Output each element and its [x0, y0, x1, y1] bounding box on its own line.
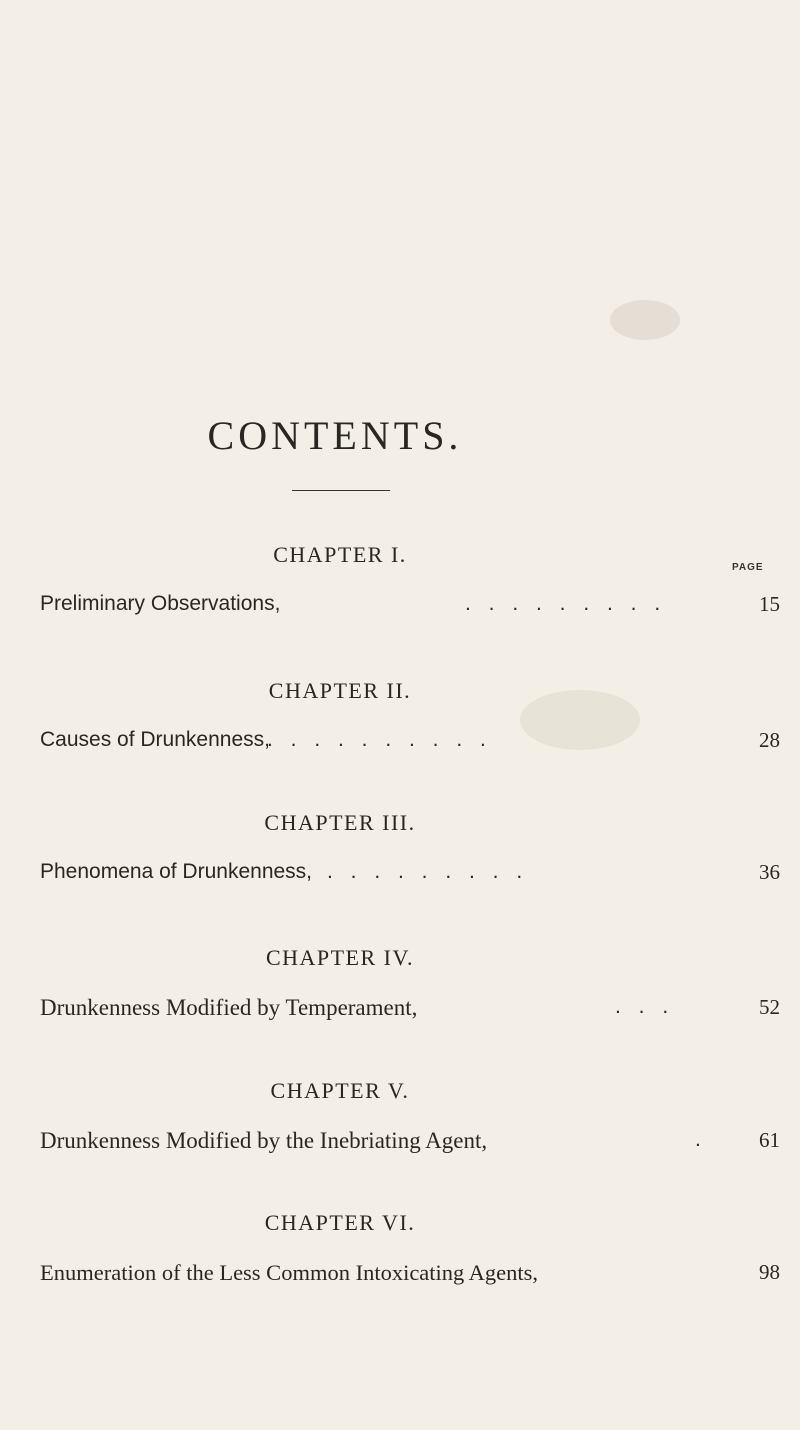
entry-title-4: Drunkenness Modified by Temperament, [40, 995, 418, 1020]
toc-entry-2[interactable] [40, 728, 780, 758]
entry-title-2: Causes of Drunkenness, [40, 728, 270, 751]
entry-page-6: 98 [759, 1260, 780, 1284]
chapter-heading-3: CHAPTER III. [264, 810, 416, 835]
entry-leader-3: . . . . . . . . . [327, 860, 529, 883]
entry-title-3: Phenomena of Drunkenness, [40, 860, 313, 883]
toc-entry-3[interactable] [40, 860, 780, 890]
entry-leader-2: . . . . . . . . . . [267, 728, 492, 751]
chapter-heading-6: CHAPTER VI. [264, 1210, 416, 1235]
toc-entry-6[interactable] [40, 1260, 780, 1290]
chapter-heading-2: CHAPTER II. [268, 678, 412, 703]
page-title: CONTENTS. [207, 412, 463, 458]
entry-title-5: Drunkenness Modified by the Inebriating Agent, [40, 1128, 488, 1153]
chapter-heading-5: CHAPTER V. [270, 1078, 410, 1103]
title-rule [292, 490, 390, 491]
entry-page-1: 15 [759, 592, 780, 616]
chapter-heading-4: CHAPTER IV. [265, 945, 415, 970]
toc-entry-4[interactable] [40, 995, 780, 1025]
entry-leader-1: . . . . . . . . . [465, 592, 667, 615]
entry-title-1: Preliminary Observations, [40, 592, 281, 615]
page-column-label: PAGE [732, 562, 764, 573]
entry-page-4: 52 [759, 995, 780, 1019]
entry-page-5: 61 [759, 1128, 780, 1152]
paper-stain [610, 300, 680, 340]
entry-title-6: Enumeration of the Less Common Intoxicating Agents, [40, 1260, 539, 1285]
chapter-heading-1: CHAPTER I. [273, 542, 407, 567]
toc-entry-1[interactable] [40, 592, 780, 622]
toc-entry-5[interactable] [40, 1128, 780, 1158]
entry-leader-5: . [695, 1128, 707, 1151]
entry-page-3: 36 [759, 860, 780, 884]
entry-leader-4: . . . [615, 995, 675, 1018]
entry-page-2: 28 [759, 728, 780, 752]
